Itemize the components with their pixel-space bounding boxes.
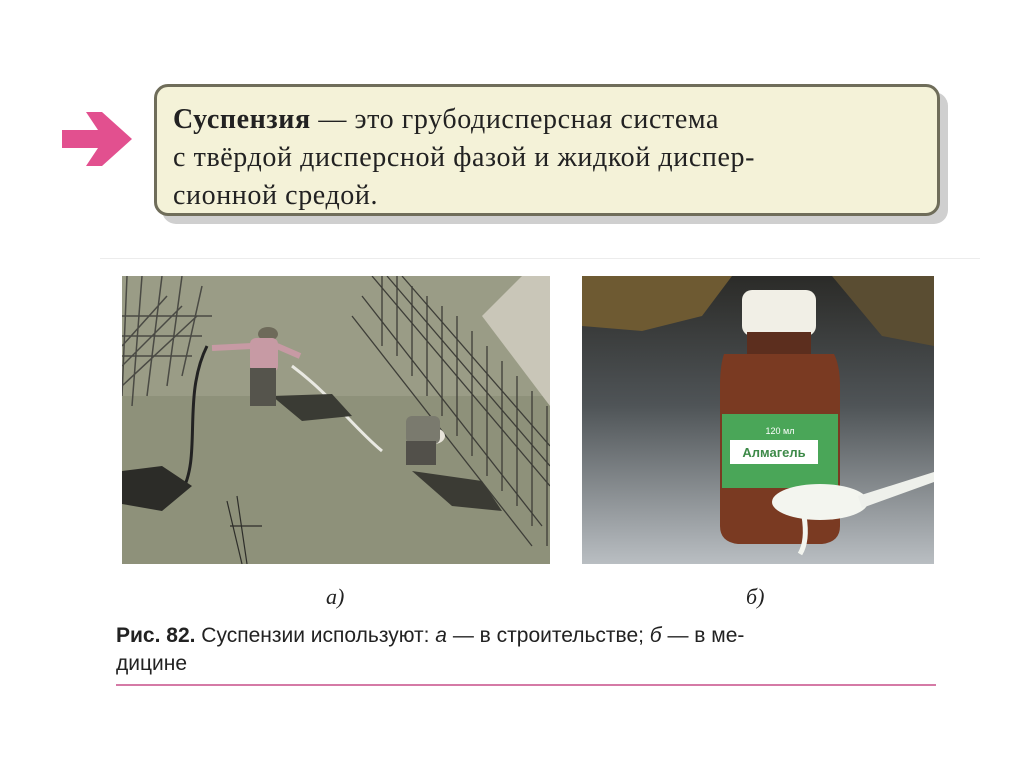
medicine-bottle-photo [582, 276, 934, 564]
definition-line-1: Суспензия — это грубодисперсная система [173, 104, 720, 135]
photo-b-label: б) [746, 584, 765, 609]
definition-box [154, 84, 940, 216]
caption-rule [116, 684, 936, 686]
definition-line-2: с твёрдой дисперсной фазой и жидкой диспер- [173, 142, 756, 173]
caption-line-2: дицине [116, 652, 188, 675]
figure-caption: Рис. 82. Суспензии используют: а — в строительстве; б — в ме- дицине [116, 624, 745, 675]
page-divider [100, 258, 980, 259]
definition-line-3: сионной средой. [173, 180, 379, 211]
bottle-volume: 120 мл [765, 426, 795, 436]
arrow-right-icon [58, 104, 138, 174]
bottle-name: Алмагель [742, 445, 806, 460]
definition-term: Суспензия [173, 104, 311, 135]
figure-number: Рис. 82. [116, 624, 196, 647]
construction-photo [122, 276, 550, 564]
photo-a-label: а) [326, 584, 345, 609]
